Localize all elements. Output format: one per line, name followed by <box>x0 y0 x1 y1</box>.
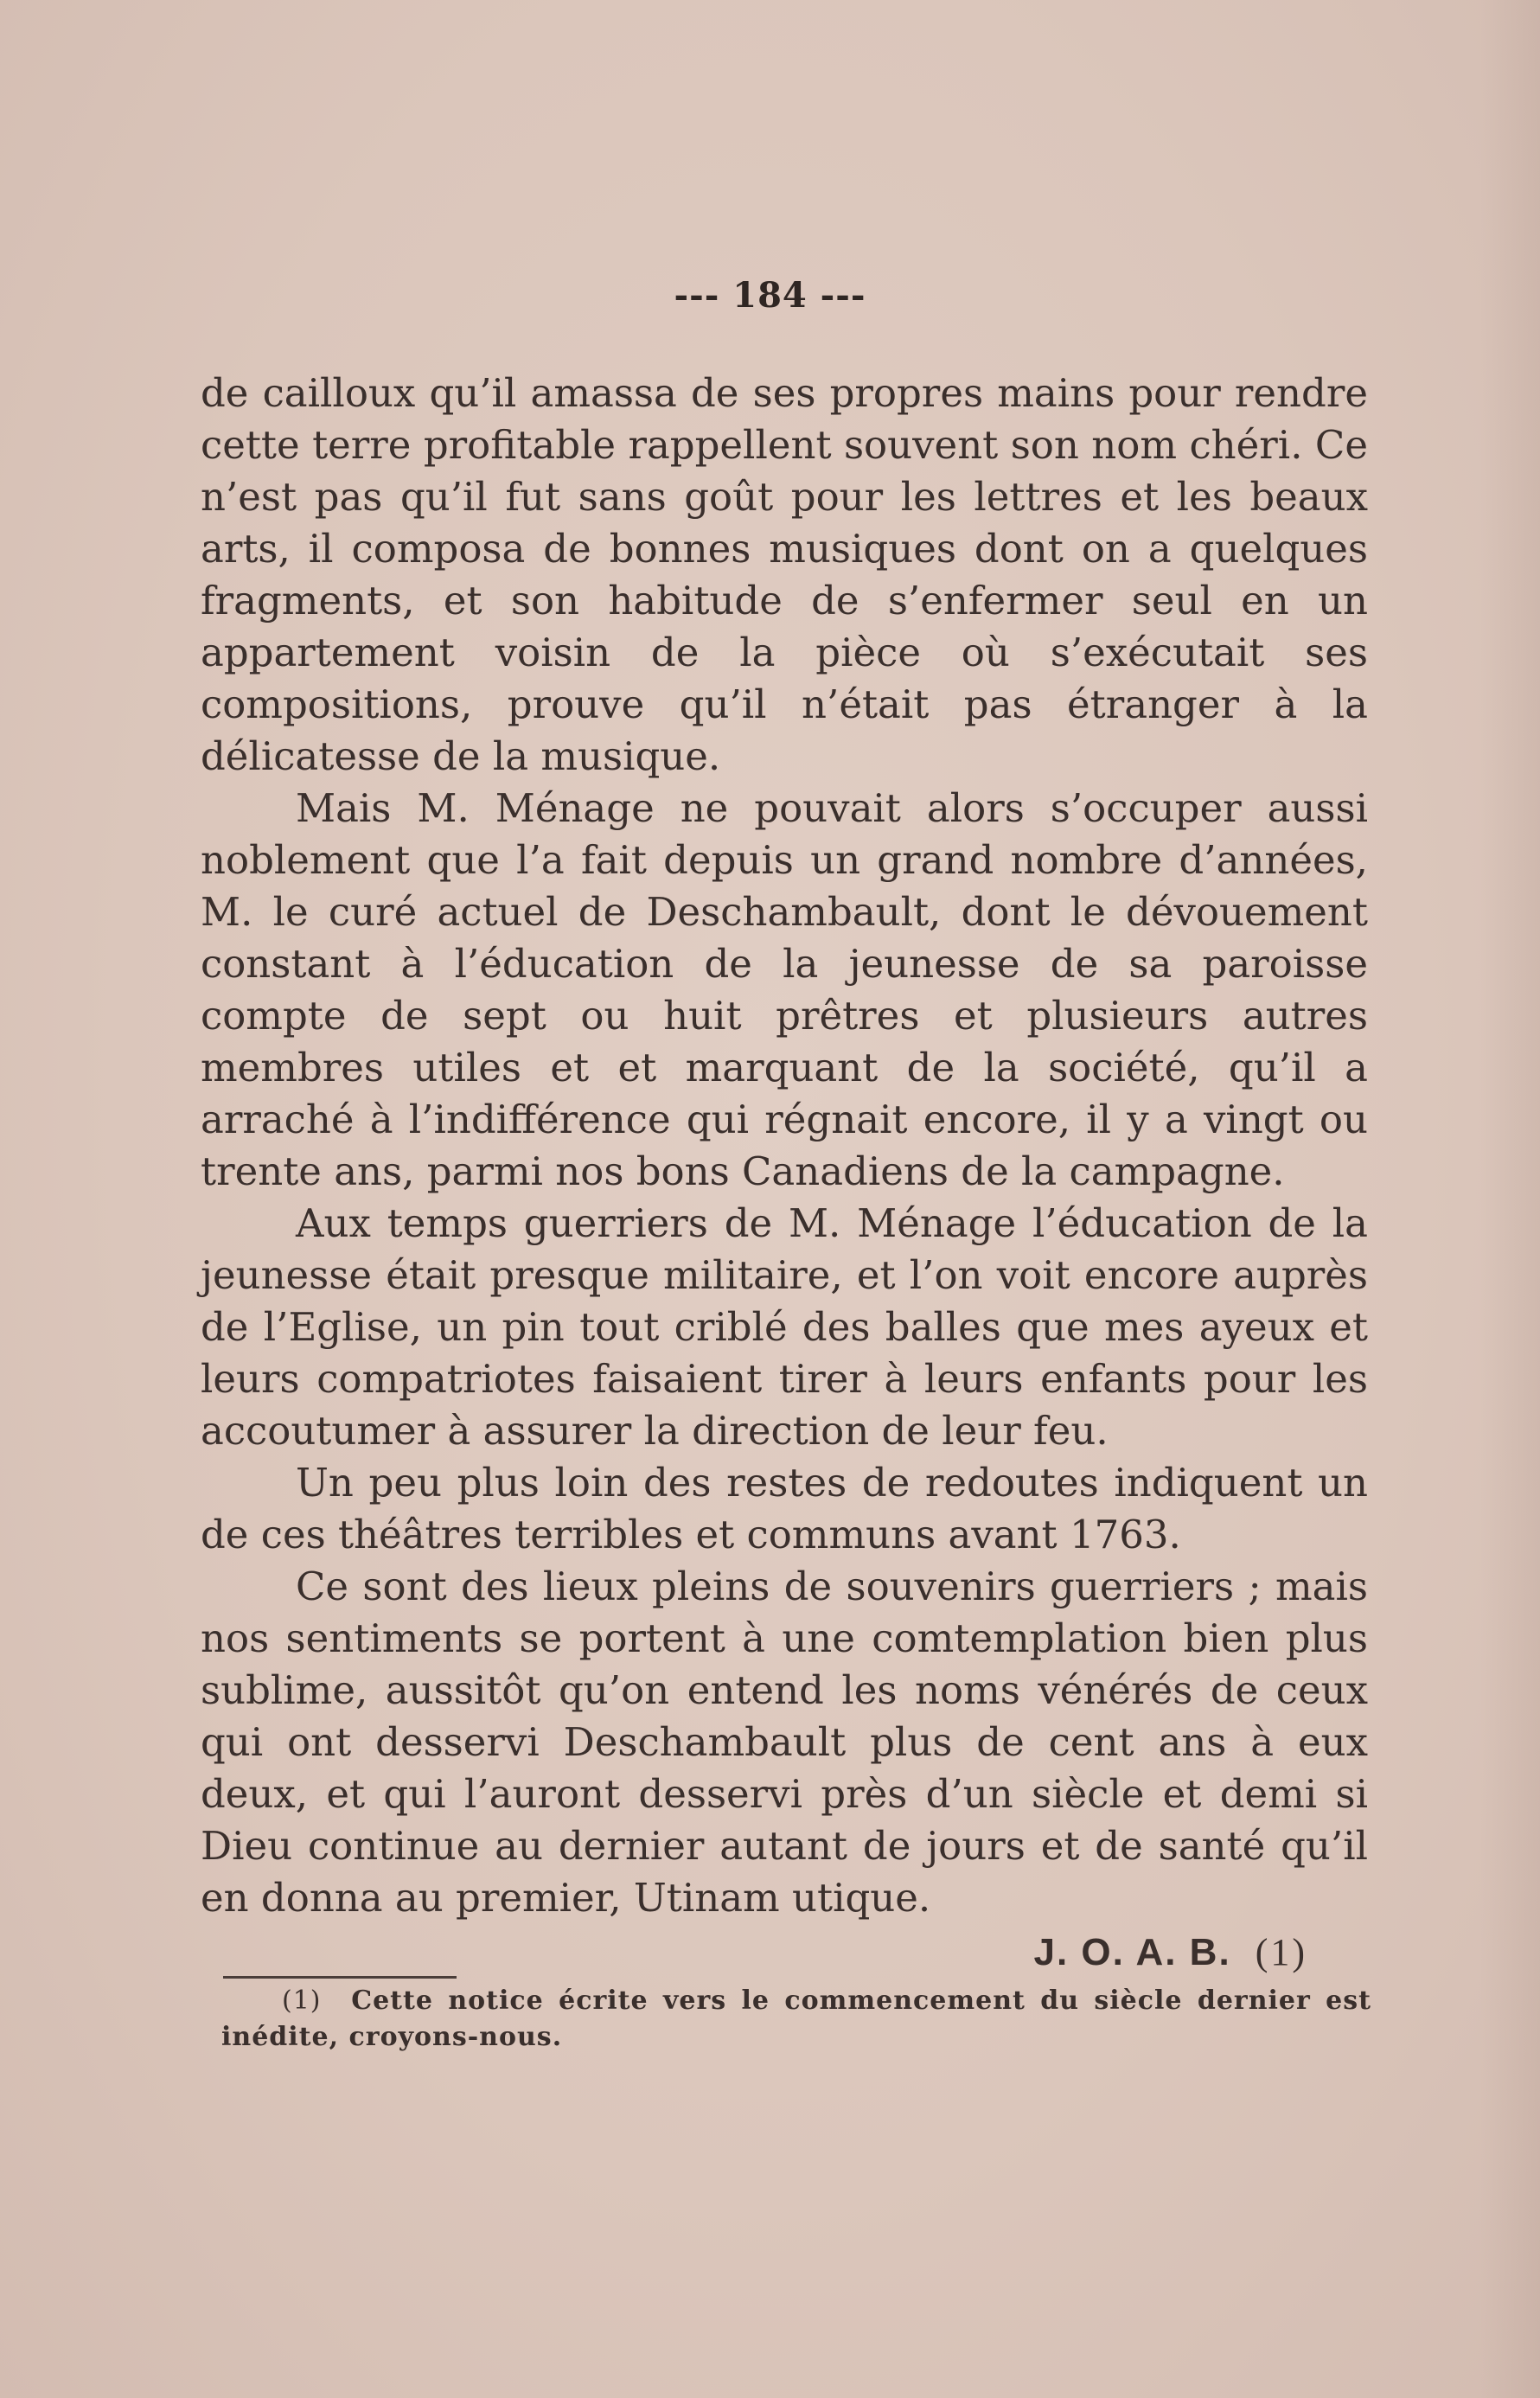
footnote-mark: (1) <box>282 1986 322 2016</box>
signature-name: J. O. A. B. <box>1033 1931 1231 1973</box>
paragraph-4: Un peu plus loin des restes de redoutes indiquent un de ces théâtres terribles et communs avant 1763. <box>201 1460 1368 1557</box>
footnote <box>221 1983 1371 2056</box>
body-text <box>201 368 1368 1979</box>
page-number: --- 184 --- <box>674 275 866 316</box>
footnote-reference: (1) <box>1255 1931 1307 1973</box>
page-edge-shadow <box>1479 0 1540 2398</box>
footnote-divider <box>223 1976 457 1979</box>
paragraph-5: Ce sont des lieux pleins de souvenirs guerriers ; mais nos sentiments se portent à une comtemplation bien plus sublime, aussitôt qu’on entend les noms vénérés de ceux qui ont desservi Deschambault plus de cent ans à eux deux, et qui l’auront desservi près d’un siècle et demi si Dieu continue au dernier autant de jours et de santé qu’il en donna au premier, Utinam utique. <box>201 1563 1368 1921</box>
paragraph-1: de cailloux qu’il amassa de ses propres mains pour rendre cette terre profitable rappellent souvent son nom chéri. Ce n’est pas qu’il fut sans goût pour les lettres et les beaux arts, il composa de bonnes musiques dont on a quelques fragments, et son habitude de s’enfermer seul en un appartement voisin de la pièce où s’exécutait ses compositions, prouve qu’il n’était pas étranger à la délicatesse de la musique. <box>201 370 1368 779</box>
paragraph-2: Mais M. Ménage ne pouvait alors s’occuper aussi noblement que l’a fait depuis un grand nombre d’années, M. le curé actuel de Deschambault, dont le dévouement constant à l’éducation de la jeunesse de sa paroisse compte de sept ou huit prêtres et plusieurs autres membres utiles et et marquant de la société, qu’il a arraché à l’indifférence qui régnait encore, il y a vingt ou trente ans, parmi nos bons Canadiens de la campagne. <box>201 785 1368 1194</box>
signature <box>201 1926 1368 1979</box>
paragraph-3: Aux temps guerriers de M. Ménage l’éducation de la jeunesse était presque militaire, et l’on voit encore auprès de l’Eglise, un pin tout criblé des balles que mes ayeux et leurs compatriotes faisaient tirer à leurs enfants pour les accoutumer à assurer la direction de leur feu. <box>201 1200 1368 1454</box>
footnote-text: Cette notice écrite vers le commencement du siècle dernier est inédite, croyons-nous. <box>221 1986 1372 2052</box>
